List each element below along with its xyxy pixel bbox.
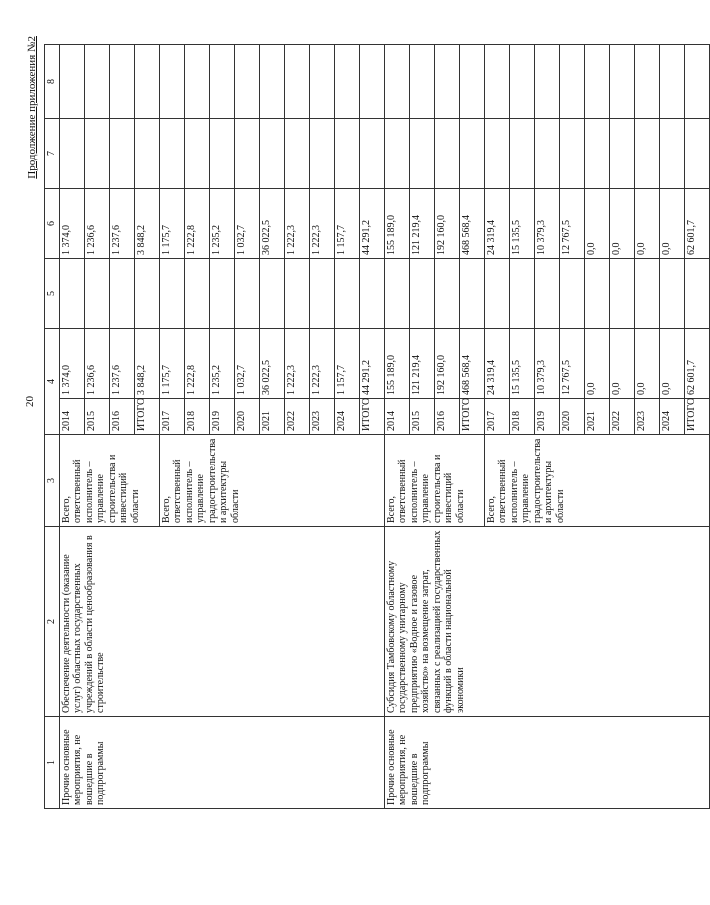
empty-cell	[109, 259, 134, 329]
year-cell: 2014	[59, 399, 84, 435]
total-value-cell: 1 222,3	[284, 329, 309, 399]
empty-cell	[609, 45, 634, 119]
executor-cell: Всего, ответственный исполнитель – управление строительства и инвестиций области	[59, 435, 159, 527]
empty-cell	[659, 45, 684, 119]
empty-cell	[309, 259, 334, 329]
value-cell: 1 222,3	[309, 189, 334, 259]
year-cell: ИТОГО	[684, 399, 709, 435]
year-cell: 2015	[84, 399, 109, 435]
value-cell: 62 601,7	[684, 189, 709, 259]
column-number: 8	[45, 45, 60, 119]
total-value-cell: 1 237,6	[109, 329, 134, 399]
empty-cell	[184, 119, 209, 189]
column-number: 4	[45, 329, 60, 435]
year-cell: 2024	[334, 399, 359, 435]
executor-cell: Всего, ответственный исполнитель – управление строительства и инвестиций области	[384, 435, 484, 527]
empty-cell	[134, 259, 159, 329]
empty-cell	[59, 259, 84, 329]
empty-cell	[184, 45, 209, 119]
year-cell: 2015	[409, 399, 434, 435]
empty-cell	[434, 259, 459, 329]
empty-cell	[509, 119, 534, 189]
empty-cell	[409, 119, 434, 189]
table-row	[59, 45, 84, 809]
total-value-cell: 468 568,4	[459, 329, 484, 399]
empty-cell	[609, 119, 634, 189]
year-cell: 2020	[559, 399, 584, 435]
empty-cell	[84, 119, 109, 189]
empty-cell	[309, 45, 334, 119]
empty-cell	[234, 259, 259, 329]
value-cell: 1 235,2	[209, 189, 234, 259]
empty-cell	[684, 119, 709, 189]
value-cell: 0,0	[634, 189, 659, 259]
empty-cell	[434, 119, 459, 189]
executor-cell: Всего, ответственный исполнитель – управление градостроительства и архитектуры области	[484, 435, 709, 527]
empty-cell	[459, 259, 484, 329]
empty-cell	[509, 45, 534, 119]
empty-cell	[84, 45, 109, 119]
total-value-cell: 1 222,8	[184, 329, 209, 399]
empty-cell	[634, 259, 659, 329]
value-cell: 0,0	[584, 189, 609, 259]
empty-cell	[284, 119, 309, 189]
year-cell: 2017	[484, 399, 509, 435]
year-cell: ИТОГО	[359, 399, 384, 435]
empty-cell	[284, 259, 309, 329]
empty-cell	[659, 119, 684, 189]
empty-cell	[359, 259, 384, 329]
empty-cell	[559, 119, 584, 189]
total-value-cell: 10 379,3	[534, 329, 559, 399]
value-cell: 1 236,6	[84, 189, 109, 259]
total-value-cell: 1 032,7	[234, 329, 259, 399]
value-cell: 1 157,7	[334, 189, 359, 259]
table-container	[44, 45, 697, 809]
activity-cell: Прочие основные мероприятия, не вошедшие в подпрограммы	[59, 717, 384, 809]
page-number: 20	[24, 396, 36, 407]
column-number: 1	[45, 717, 60, 809]
value-cell: 192 160,0	[434, 189, 459, 259]
value-cell: 155 189,0	[384, 189, 409, 259]
total-value-cell: 36 022,5	[259, 329, 284, 399]
total-value-cell: 62 601,7	[684, 329, 709, 399]
empty-cell	[584, 119, 609, 189]
description-cell: Субсидия Тамбовскому областному государственному унитарному предприятию «Водное и газовое хозяйство» на возмещение затрат, связанных с реализацией государственных функций в области национальной экономики	[384, 527, 709, 717]
year-cell: 2020	[234, 399, 259, 435]
empty-cell	[334, 119, 359, 189]
empty-cell	[159, 259, 184, 329]
total-value-cell: 192 160,0	[434, 329, 459, 399]
value-cell: 1 222,3	[284, 189, 309, 259]
total-value-cell: 12 767,5	[559, 329, 584, 399]
total-value-cell: 121 219,4	[409, 329, 434, 399]
value-cell: 3 848,2	[134, 189, 159, 259]
year-cell: 2024	[659, 399, 684, 435]
empty-cell	[159, 119, 184, 189]
year-cell: 2021	[584, 399, 609, 435]
empty-cell	[509, 259, 534, 329]
year-cell: 2021	[259, 399, 284, 435]
empty-cell	[109, 45, 134, 119]
total-value-cell: 0,0	[634, 329, 659, 399]
year-cell: 2017	[159, 399, 184, 435]
column-number: 2	[45, 527, 60, 717]
empty-cell	[684, 259, 709, 329]
value-cell: 24 319,4	[484, 189, 509, 259]
empty-cell	[359, 119, 384, 189]
empty-cell	[459, 119, 484, 189]
value-cell: 1 032,7	[234, 189, 259, 259]
column-number: 3	[45, 435, 60, 527]
empty-cell	[59, 45, 84, 119]
empty-cell	[484, 45, 509, 119]
value-cell: 121 219,4	[409, 189, 434, 259]
value-cell: 468 568,4	[459, 189, 484, 259]
year-cell: 2023	[634, 399, 659, 435]
year-cell: 2022	[609, 399, 634, 435]
total-value-cell: 0,0	[609, 329, 634, 399]
description-cell: Обеспечение деятельности (оказание услуг) областных государственных учреждений в области ценообразования в строительстве	[59, 527, 384, 717]
empty-cell	[534, 259, 559, 329]
value-cell: 36 022,5	[259, 189, 284, 259]
column-number: 6	[45, 189, 60, 259]
year-cell: 2016	[109, 399, 134, 435]
value-cell: 10 379,3	[534, 189, 559, 259]
continuation-label: Продолжение приложения №2	[26, 36, 38, 179]
empty-cell	[209, 45, 234, 119]
total-value-cell: 155 189,0	[384, 329, 409, 399]
empty-cell	[484, 259, 509, 329]
empty-cell	[559, 259, 584, 329]
total-value-cell: 3 848,2	[134, 329, 159, 399]
empty-cell	[234, 119, 259, 189]
empty-cell	[684, 45, 709, 119]
value-cell: 0,0	[609, 189, 634, 259]
empty-cell	[309, 119, 334, 189]
empty-cell	[159, 45, 184, 119]
empty-cell	[584, 259, 609, 329]
total-value-cell: 1 157,7	[334, 329, 359, 399]
activity-cell: Прочие основные мероприятия, не вошедшие в подпрограммы	[384, 717, 709, 809]
total-value-cell: 1 374,0	[59, 329, 84, 399]
empty-cell	[609, 259, 634, 329]
total-value-cell: 0,0	[659, 329, 684, 399]
year-cell: 2016	[434, 399, 459, 435]
empty-cell	[59, 119, 84, 189]
empty-cell	[409, 45, 434, 119]
total-value-cell: 1 222,3	[309, 329, 334, 399]
empty-cell	[84, 259, 109, 329]
empty-cell	[359, 45, 384, 119]
empty-cell	[334, 259, 359, 329]
total-value-cell: 1 175,7	[159, 329, 184, 399]
empty-cell	[534, 119, 559, 189]
empty-cell	[184, 259, 209, 329]
total-value-cell: 1 235,2	[209, 329, 234, 399]
empty-cell	[384, 45, 409, 119]
empty-cell	[259, 119, 284, 189]
value-cell: 15 135,5	[509, 189, 534, 259]
empty-cell	[134, 119, 159, 189]
empty-cell	[559, 45, 584, 119]
empty-cell	[634, 45, 659, 119]
year-cell: 2018	[184, 399, 209, 435]
table-body	[45, 45, 710, 809]
executor-cell: Всего, ответственный исполнитель – управление градостроительства и архитектуры области	[159, 435, 384, 527]
total-value-cell: 44 291,2	[359, 329, 384, 399]
year-cell: 2022	[284, 399, 309, 435]
empty-cell	[584, 45, 609, 119]
column-number: 5	[45, 259, 60, 329]
empty-cell	[384, 119, 409, 189]
year-cell: 2019	[534, 399, 559, 435]
column-number-row	[45, 45, 60, 809]
budget-table	[44, 44, 710, 809]
value-cell: 1 222,8	[184, 189, 209, 259]
empty-cell	[284, 45, 309, 119]
empty-cell	[209, 119, 234, 189]
empty-cell	[634, 119, 659, 189]
empty-cell	[259, 259, 284, 329]
year-cell: ИТОГО	[459, 399, 484, 435]
value-cell: 1 237,6	[109, 189, 134, 259]
empty-cell	[134, 45, 159, 119]
total-value-cell: 1 236,6	[84, 329, 109, 399]
total-value-cell: 15 135,5	[509, 329, 534, 399]
empty-cell	[334, 45, 359, 119]
empty-cell	[534, 45, 559, 119]
year-cell: 2023	[309, 399, 334, 435]
total-value-cell: 0,0	[584, 329, 609, 399]
empty-cell	[209, 259, 234, 329]
empty-cell	[434, 45, 459, 119]
empty-cell	[459, 45, 484, 119]
value-cell: 44 291,2	[359, 189, 384, 259]
value-cell: 1 374,0	[59, 189, 84, 259]
empty-cell	[109, 119, 134, 189]
empty-cell	[259, 45, 284, 119]
empty-cell	[409, 259, 434, 329]
column-number: 7	[45, 119, 60, 189]
empty-cell	[484, 119, 509, 189]
year-cell: ИТОГО	[134, 399, 159, 435]
value-cell: 0,0	[659, 189, 684, 259]
value-cell: 1 175,7	[159, 189, 184, 259]
year-cell: 2018	[509, 399, 534, 435]
empty-cell	[384, 259, 409, 329]
empty-cell	[659, 259, 684, 329]
table-row	[384, 45, 409, 809]
year-cell: 2014	[384, 399, 409, 435]
total-value-cell: 24 319,4	[484, 329, 509, 399]
value-cell: 12 767,5	[559, 189, 584, 259]
empty-cell	[234, 45, 259, 119]
year-cell: 2019	[209, 399, 234, 435]
